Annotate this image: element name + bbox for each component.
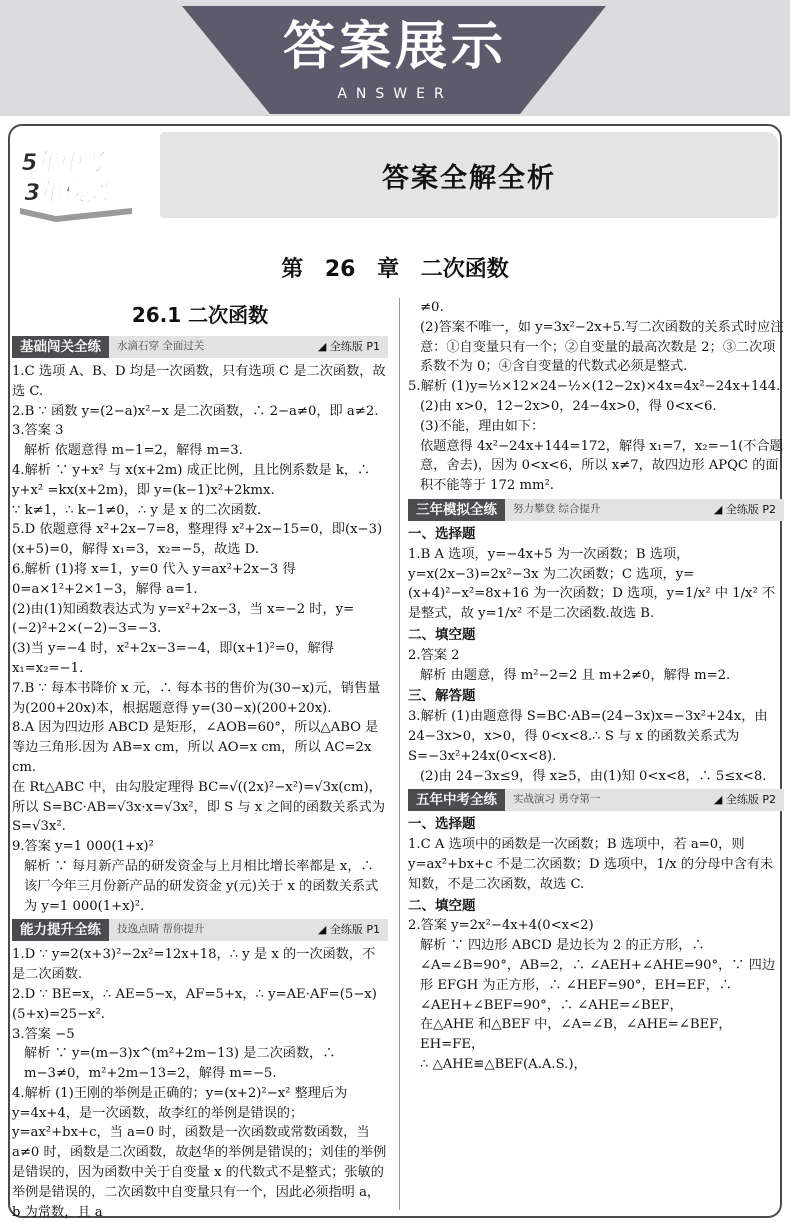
answer-line: (3)不能，理由如下：: [420, 418, 545, 434]
section-bar-motto: 实战演习 勇夺第一: [513, 793, 601, 806]
section-bar-name: 能力提升全练: [12, 919, 109, 941]
section-bar-motto: 技逸点睛 帮你提升: [117, 923, 205, 936]
exam-answers: [408, 815, 784, 1074]
answer-line: 2.D ∵ BE=x，∴ AE=5−x，AF=5+x，∴ y=AE·AF=(5−x)(5+x)=25−x².: [12, 986, 377, 1022]
mock-answers: [408, 525, 784, 786]
chapter-title: 第 26 章 二次函数: [281, 257, 509, 282]
basic-answers: [12, 362, 388, 916]
answer-line: 解析 由题意，得 m²−2=2 且 m+2≠0，解得 m=2.: [420, 667, 731, 683]
answer-line: 5.解析 (1)y=½×12×24−½×(12−2x)×4x=4x²−24x+144.: [408, 379, 781, 395]
section-bar-name: 基础闯关全练: [12, 336, 109, 358]
answer-line: 4.解析 (1)王刚的举例是正确的；y=(x+2)²−x² 整理后为 y=4x+4，是一次函数，故李红的举例是错误的；y=ax²+bx+c，当 a=0 时，函数是一次函数或常数函数，当 a≠0 时，函数是二次函数，故赵华的举例是错误的；刘佳的举例是错误的，因为函数中关于自变量 x 的代数式不是整式；张敏的举例是错误的，二次函数中自变量只有一个，因此必须指明 a，b 为常数，且 a: [12, 1085, 387, 1220]
answer-line: 7.B ∵ 每本书降价 x 元，∴ 每本书的售价为(30−x)元，销售量为(200+20x)本，根据题意得 y=(30−x)(200+20x).: [12, 680, 381, 716]
answer-line: 9.答案 y=1 000(1+x)²: [12, 839, 154, 855]
answer-line: ∵ k≠1，∴ k−1≠0，∴ y 是 x 的二次函数.: [12, 502, 262, 518]
answer-line: (2)由(1)知函数表达式为 y=x²+2x−3，当 x=−2 时，y=(−2)²+2×(−2)−3=−3.: [12, 601, 355, 637]
logo-53-icon: [16, 136, 136, 226]
subheading: 二、填空题: [408, 626, 476, 643]
section-title: 26.1 二次函数: [131, 303, 269, 327]
answer-line: ∴ △AHE≌△BEF(A.A.S.)，: [420, 1056, 587, 1072]
answer-line: 3.答案 3: [12, 423, 64, 439]
answer-line: 2.B ∵ 函数 y=(2−a)x²−x 是二次函数，∴ 2−a≠0，即 a≠2.: [12, 403, 379, 419]
answer-line: 解析 依题意得 m−1=2，解得 m=3.: [24, 443, 243, 459]
answer-line: 3.解析 (1)由题意得 S=BC·AB=(24−3x)x=−3x²+24x，由 24−3x>0，x>0，得 0<x<8.∴ S 与 x 的函数关系式为 S=−3x²+24x(0<x<8).: [408, 709, 768, 764]
section-bar-ability: [12, 919, 388, 941]
answer-line: (2)答案不唯一，如 y=3x²−2x+5.写二次函数的关系式时应注意：①自变量只有一个；②自变量的最高次数是 2；③二次项系数不为 0；④含自变量的代数式必须是整式.: [420, 319, 784, 375]
section-bar-mock: [408, 499, 784, 521]
banner-title: 答案展示: [282, 17, 507, 77]
answer-line: 1.C 选项 A、B、D 均是一次函数，只有选项 C 是二次函数，故选 C.: [12, 364, 386, 399]
answer-line: 3.答案 −5: [12, 1026, 75, 1042]
section-bar-ref: ◢ 全练版 P1: [317, 923, 380, 937]
answer-line: (3)当 y=−4 时，x²+2x−3=−4，即(x+1)²=0，解得 x₁=x₂=−1.: [12, 641, 334, 676]
answer-line: 依题意得 4x²−24x+144=172，解得 x₁=7，x₂=−1(不合题意，舍去)，因为 0<x<6，所以 x≠7，故四边形 APQC 的面积不能等于 172 mm².: [420, 438, 783, 494]
answer-line: 4.解析 ∵ y+x² 与 x(x+2m) 成正比例，且比例系数是 k，∴ y+x² =kx(x+2m)，即 y=(k−1)x²+2kmx.: [12, 462, 371, 498]
answer-banner: [0, 0, 790, 116]
answer-line: 解析 ∵ 每月新产品的研发资金与上月相比增长率都是 x，∴ 该厂今年三月份新产品的研发资金 y(元)关于 x 的函数关系式为 y=1 000(1+x)².: [24, 858, 379, 914]
answer-line: (2)由 x>0，12−2x>0，24−4x>0，得 0<x<6.: [420, 398, 717, 414]
section-bar-basic: [12, 336, 388, 358]
answer-line: 2.答案 2: [408, 647, 460, 663]
answer-line: 2.答案 y=2x²−4x+4(0<x<2): [408, 918, 594, 934]
answer-line: 5.D 依题意得 x²+2x−7=8，整理得 x²+2x−15=0，即(x−3)(x+5)=0，解得 x₁=3，x₂=−5，故选 D.: [12, 522, 383, 558]
subheading: 二、填空题: [408, 897, 476, 914]
answer-line: 解析 ∵ y=(m−3)x^(m²+2m−13) 是二次函数，∴ m−3≠0，m²+2m−13=2，解得 m=−5.: [24, 1046, 336, 1082]
section-bar-name: 五年中考全练: [408, 789, 505, 811]
section-bar-ref: ◢ 全练版 P2: [713, 793, 776, 807]
answer-line: 在 Rt△ABC 中，由勾股定理得 BC=√((2x)²−x²)=√3x(cm)，所以 S=BC·AB=√3x·x=√3x²，即 S 与 x 之间的函数关系式为 S=√3x².: [12, 779, 386, 835]
logo-line2: 3年模拟: [21, 179, 112, 206]
subheading: 一、选择题: [408, 525, 476, 542]
header-title: 答案全解全析: [382, 163, 556, 194]
answer-line: 1.B A 选项，y=−4x+5 为一次函数；B 选项，y=x(2x−3)=2x²−3x 为二次函数；C 选项，y=(x+4)²−x²=8x+16 为一次函数；D 选项，y=1/x² 中 1/x² 不是整式，故 y=1/x² 不是二次函数.故选 B.: [408, 546, 776, 622]
section-bar-motto: 努力攀登 综合提升: [513, 503, 601, 516]
answer-line: 1.C A 选项中的函数是一次函数；B 选项中，若 a=0，则 y=ax²+bx+c 不是二次函数；D 选项中，1/x 的分母中含有未知数，不是二次函数，故选 C.: [408, 837, 774, 892]
subheading: 三、解答题: [408, 688, 476, 705]
answer-line: ≠0.: [420, 300, 444, 315]
ability-answers: [12, 945, 388, 1222]
answer-line: 解析 ∵ 四边形 ABCD 是边长为 2 的正方形，∴ ∠A=∠B=90°，AB=2，∴ ∠AEH+∠AHE=90°，∵ 四边形 EFGH 为正方形，∴ ∠HEF=90°，EH=EF，∴ ∠AEH+∠BEF=90°，∴ ∠AHE=∠BEF，: [420, 938, 776, 1013]
left-column: [12, 298, 388, 1222]
logo-line1: 5年中考: [18, 149, 109, 176]
answer-line: 1.D ∵ y=2(x+3)²−2x²=12x+18，∴ y 是 x 的一次函数，不是二次函数.: [12, 947, 376, 983]
answer-line: 6.解析 (1)将 x=1，y=0 代入 y=ax²+2x−3 得 0=a×1²+2×1−3，解得 a=1.: [12, 561, 296, 597]
subheading: 一、选择题: [408, 816, 476, 833]
section-bar-exam: [408, 789, 784, 811]
continued-answers: [408, 298, 784, 496]
banner-subtitle: ANSWER: [337, 86, 453, 102]
column-divider: [399, 298, 400, 1210]
section-bar-name: 三年模拟全练: [408, 499, 505, 521]
answer-line: (2)由 24−3x≤9，得 x≥5，由(1)知 0<x<8，∴ 5≤x<8.: [420, 768, 767, 784]
answer-line: 在△AHE 和△BEF 中，∠A=∠B，∠AHE=∠BEF，EH=FE，: [420, 1017, 732, 1053]
section-bar-ref: ◢ 全练版 P1: [317, 340, 380, 354]
section-bar-motto: 水滴石穿 全面过关: [117, 340, 205, 353]
section-bar-ref: ◢ 全练版 P2: [713, 503, 776, 517]
answer-line: 8.A 因为四边形 ABCD 是矩形，∠AOB=60°，所以△ABO 是等边三角形.因为 AB=x cm，所以 AO=x cm，所以 AC=2x cm.: [12, 720, 379, 775]
right-column: [408, 298, 784, 1075]
